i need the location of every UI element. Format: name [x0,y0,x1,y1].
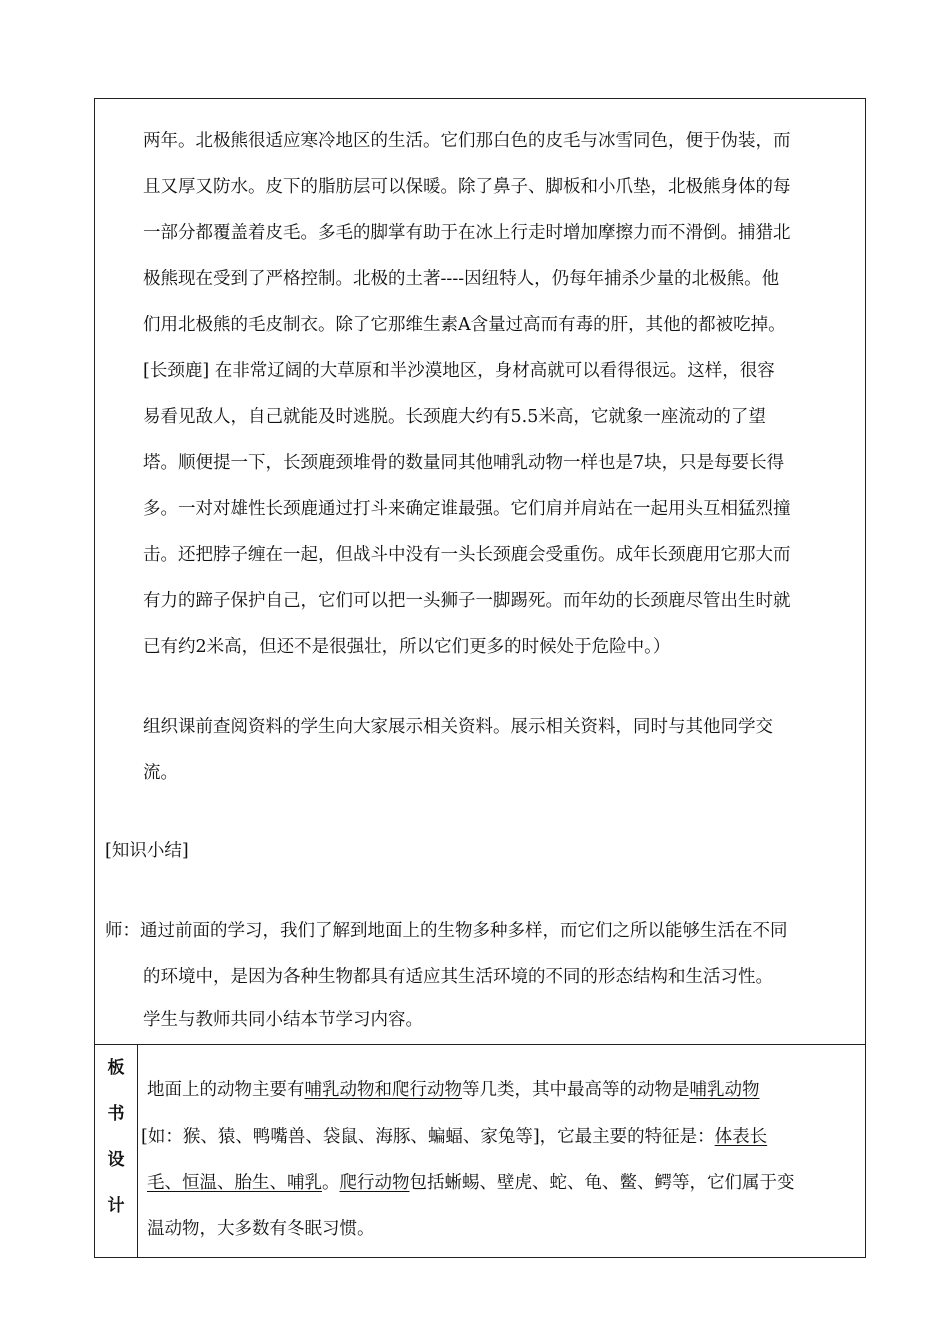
column-divider [137,1044,138,1258]
text-line: 极熊现在受到了严格控制。北极的土著----因纽特人，仍每年捕杀少量的北极熊。他 [143,269,780,289]
text-line: 多。一对对雄性长颈鹿通过打斗来确定谁最强。它们肩并肩站在一起用头互相猛烈撞 [143,499,791,519]
text-line: 一部分都覆盖着皮毛。多毛的脚掌有助于在冰上行走时增加摩擦力而不滑倒。捕猎北 [143,223,791,243]
text-line: [长颈鹿] 在非常辽阔的大草原和半沙漠地区，身材高就可以看得很远。这样，很容 [143,361,775,381]
row-divider [95,1044,865,1045]
text-line: 已有约2米高，但还不是很强壮，所以它们更多的时候处于危险中。） [143,637,671,657]
activity-line: 组织课前查阅资料的学生向大家展示相关资料。展示相关资料，同时与其他同学交 [143,717,773,737]
teacher-line: 的环境中，是因为各种生物都具有适应其生活环境的不同的形态结构和生活习性。 [143,967,773,987]
text-line: 易看见敌人，自己就能及时逃脱。长颈鹿大约有5.5米高，它就象一座流动的了望 [143,407,766,427]
board-line: 地面上的动物主要有哺乳动物和爬行动物等几类，其中最高等的动物是哺乳动物 [147,1080,760,1100]
teacher-line: 学生与教师共同小结本节学习内容。 [143,1010,423,1030]
text-line: 塔。顺便提一下，长颈鹿颈堆骨的数量同其他哺乳动物一样也是7块，只是每要长得 [143,453,785,473]
underlined-term: 哺乳动物和爬行动物 [304,1080,462,1100]
text-line: 且又厚又防水。皮下的脂肪层可以保暖。除了鼻子、脚板和小爪垫，北极熊身体的每 [143,177,791,197]
board-line: 毛、恒温、胎生、哺乳。爬行动物包括蜥蜴、壁虎、蛇、龟、鳖、鳄等，它们属于变 [147,1173,795,1193]
underlined-term: 哺乳动物 [689,1080,760,1100]
underlined-term: 体表长 [714,1127,768,1147]
summary-heading: [知识小结] [105,841,189,861]
board-line: 温动物，大多数有冬眠习惯。 [147,1219,375,1239]
underlined-term: 毛、恒温、胎生、哺乳 [147,1173,322,1193]
board-line: [如：猴、猿、鸭嘴兽、袋鼠、海豚、蝙蝠、家兔等]，它最主要的特征是：体表长 [141,1127,768,1147]
text-line: 击。还把脖子缠在一起，但战斗中没有一头长颈鹿会受重伤。成年长颈鹿用它那大而 [143,545,791,565]
text-line: 们用北极熊的毛皮制衣。除了它那维生素A含量过高而有毒的肝，其他的都被吃掉。 [143,315,786,335]
teacher-line: 师：通过前面的学习，我们了解到地面上的生物多种多样，而它们之所以能够生活在不同 [105,921,788,941]
text-line: 两年。北极熊很适应寒冷地区的生活。它们那白色的皮毛与冰雪同色，便于伪装，而 [143,131,791,151]
activity-line: 流。 [143,763,178,783]
underlined-term: 爬行动物 [339,1173,410,1193]
text-line: 有力的蹄子保护自己，它们可以把一头狮子一脚踢死。而年幼的长颈鹿尽管出生时就 [143,591,791,611]
lesson-table: 两年。北极熊很适应寒冷地区的生活。它们那白色的皮毛与冰雪同色，便于伪装，而 且又厚又防水。皮下的脂肪层可以保暖。除了鼻子、脚板和小爪垫，北极熊身体的每 一部分都覆盖着皮毛。多毛的脚掌有助于在冰上行走时增加摩擦力而不滑倒。捕猎北 极熊现在受到了严格控制。北极的土著----因纽特人，仍每年捕杀少量的北极熊。他 们用北极熊的毛皮制衣。除了它那维生素A含量过高而有毒的肝，其他的都被吃掉。 [长颈鹿] 在非常辽阔的大草原和半沙漠地区，身材高就可以看得很远。这样，很容 易看见敌人，自己就能及时逃脱。长颈鹿大约有5.5米高，它就象一座流动的了望 塔。顺便提一下，长颈鹿颈堆骨的数量同其他哺乳动物一样也是7块，只是每要长得 多。一对对雄性长颈鹿通过打斗来确定谁最强。它们肩并肩站在一起用头互相猛烈撞 击。还把脖子缠在一起，但战斗中没有一头长颈鹿会受重伤。成年长颈鹿用它那大而 有力的蹄子保护自己，它们可以把一头狮子一脚踢死。而年幼的长颈鹿尽管出生时就 已有约2米高，但还不是很强壮，所以它们更多的时候处于危险中。） 组织课前查阅资料的学生向大家展示相关资料。展示相关资料，同时与其他同学交 流。 [知识小结] 师：通过前面的学习，我们了解到地面上的生物多种多样，而它们之所以能够生活在不同 的环境中，是因为各种生物都具有适应其生活环境的不同的形态结构和生活习性。 学生与教师共同小结本节学习内容。 板 书 设 计 地面上的动物主要有哺乳动物和爬行动物等几类，其中最高等的动物是哺乳动物 [如：猴、猿、鸭嘴兽、袋鼠、海豚、蝙蝠、家兔等]，它最主要的特征是：体表长 毛、恒温、胎生、哺乳。爬行动物包括蜥蜴、壁虎、蛇、龟、鳖、鳄等，它们属于变 温动物，大多数有冬眠习惯。 [94,98,866,1258]
